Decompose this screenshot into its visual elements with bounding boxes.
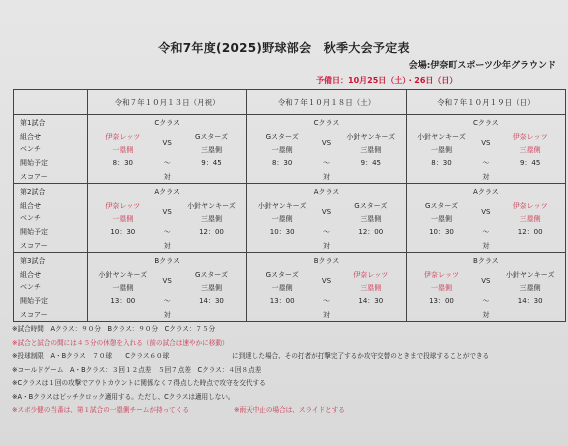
team-a: Gスターズ: [265, 271, 299, 279]
class-label: Cクラス: [154, 119, 180, 127]
end-time: 14：30: [358, 297, 384, 305]
end-time: 12：00: [199, 228, 224, 236]
bench-a: 一塁側: [271, 215, 293, 223]
bench-a: 一塁側: [112, 215, 134, 223]
vs-label: VS: [481, 208, 491, 216]
notes-section: [12, 323, 568, 418]
venue-label: 会場:伊奈町スポーツ少年グラウンド: [408, 61, 556, 71]
vs-score: 対: [322, 242, 330, 250]
vs-score: 対: [163, 242, 171, 250]
start-label: 開始予定: [20, 297, 48, 305]
bench-a: 一塁側: [112, 146, 134, 154]
match-row: [14, 184, 566, 253]
match-number: 第1試合: [20, 119, 46, 127]
bench-a: 一塁側: [271, 146, 293, 154]
start-time: 13：00: [429, 297, 454, 305]
note-game-time: ※試合時間 Aクラス：９０分 Bクラス：９０分 Cクラス：７５分: [12, 325, 216, 333]
note-pitch-limit-a: ※投球制限 A・Bクラス ７０球 Cクラス６０球: [12, 352, 170, 360]
vs-label: VS: [321, 208, 332, 216]
bench-a: 一塁側: [271, 284, 293, 292]
bench-label: ベンチ: [20, 283, 41, 291]
day-header: 令和７年１０月１３日（月祝）: [88, 90, 247, 115]
vs-score: 対: [163, 311, 171, 319]
pair-label: 組合せ: [20, 133, 41, 141]
bench-b: 三塁側: [200, 146, 222, 154]
vs-label: VS: [162, 208, 172, 216]
vs-score: 対: [322, 311, 330, 319]
class-label: Cクラス: [313, 119, 340, 127]
start-time: 8：30: [112, 159, 134, 167]
team-a: 小針ヤンキーズ: [98, 271, 148, 279]
vs-label: VS: [321, 277, 332, 285]
team-b: Gスターズ: [194, 271, 229, 279]
tilde: 〜: [163, 159, 171, 167]
schedule-table: [13, 89, 566, 322]
class-label: Aクラス: [313, 188, 340, 196]
score-label: スコアー: [20, 173, 48, 181]
start-time: 10：30: [110, 228, 136, 236]
day-header: 令和７年１０月１９日（日）: [406, 90, 565, 115]
rain-date-label: 予備日：10月25日（土）・26日（日）: [316, 76, 458, 85]
team-a: 伊奈レッツ: [424, 271, 459, 279]
game-cell: [247, 253, 406, 322]
end-time: 12：00: [358, 228, 384, 236]
team-b: Gスターズ: [354, 202, 388, 210]
team-b: 小針ヤンキーズ: [505, 271, 555, 279]
bench-label: ベンチ: [20, 214, 41, 222]
vs-score: 対: [163, 173, 171, 181]
game-cell: [247, 115, 406, 184]
end-time: 9：45: [201, 159, 222, 167]
game-cell: [406, 184, 565, 253]
day-header: 令和７年１０月１８日（土）: [247, 90, 406, 115]
bench-a: 一塁側: [430, 215, 452, 223]
vs-label: VS: [481, 139, 491, 147]
team-a: 小針ヤンキーズ: [257, 202, 307, 210]
bench-label: ベンチ: [20, 145, 41, 153]
bench-b: 三塁側: [519, 146, 541, 154]
start-time: 13：00: [110, 297, 136, 305]
score-label: スコアー: [20, 242, 48, 250]
team-b: 伊奈レッツ: [512, 133, 548, 141]
game-cell: [88, 115, 247, 184]
team-b: Gスターズ: [194, 133, 229, 141]
tilde: 〜: [482, 159, 490, 167]
tilde: 〜: [482, 228, 490, 236]
match-label-cell: [14, 184, 88, 253]
table-header-row: [14, 90, 566, 115]
tilde: 〜: [163, 297, 171, 305]
note-duty-a: ※スポ少健の当番は、第１試合の一塁側チームが持ってくる: [12, 406, 189, 414]
note-rain: ※雨天中止の場合は、スライドとする: [234, 406, 345, 414]
class-label: Bクラス: [154, 257, 180, 265]
match-row: [14, 115, 566, 184]
match-label-cell: [14, 115, 88, 184]
bench-b: 三塁側: [200, 284, 222, 292]
vs-score: 対: [482, 242, 490, 250]
pair-label: 組合せ: [20, 271, 41, 279]
game-cell: [88, 253, 247, 322]
team-a: Gスターズ: [265, 133, 299, 141]
game-cell: [406, 115, 565, 184]
note-called-game: ※コールドゲーム A・Bクラス：３回１２点差 ５回７点差 Cクラス：４回８点差: [12, 365, 262, 374]
game-cell: [88, 184, 247, 253]
end-time: 12：00: [517, 228, 543, 236]
team-b: 伊奈レッツ: [512, 202, 548, 210]
start-label: 開始予定: [20, 159, 48, 167]
pair-label: 組合せ: [20, 202, 41, 210]
class-label: Bクラス: [473, 257, 499, 265]
bench-b: 三塁側: [519, 215, 541, 223]
start-time: 10：30: [429, 228, 454, 236]
class-label: Bクラス: [313, 257, 340, 265]
game-cell: [247, 184, 406, 253]
end-time: 14：30: [517, 297, 543, 305]
bench-b: 三塁側: [519, 284, 541, 292]
vs-label: VS: [481, 277, 491, 285]
tilde: 〜: [482, 297, 490, 305]
note-pitch-clock: ※A・Bクラスはピッチクロック適用する。ただし、Cクラスは適用しない。: [12, 392, 235, 401]
start-label: 開始予定: [20, 228, 48, 236]
class-label: Aクラス: [154, 188, 180, 196]
note-duty: [12, 404, 568, 418]
vs-label: VS: [162, 277, 172, 285]
bench-a: 一塁側: [112, 284, 134, 292]
bench-a: 一塁側: [430, 146, 452, 154]
end-time: 14：30: [199, 297, 224, 305]
vs-score: 対: [482, 173, 490, 181]
bench-a: 一塁側: [430, 284, 452, 292]
vs-score: 対: [482, 311, 490, 319]
note-pitch-limit-b: に到達した場合、その打者が打撃完了するか攻守交替のときまで投球することができる: [232, 352, 490, 360]
score-label: スコアー: [20, 311, 48, 319]
vs-label: VS: [162, 139, 172, 147]
end-time: 9：45: [360, 159, 381, 167]
header-blank: [14, 90, 88, 115]
note-pitch-limit: [12, 350, 568, 364]
match-row: [14, 253, 566, 322]
team-a: Gスターズ: [424, 202, 459, 210]
bench-b: 三塁側: [360, 284, 382, 292]
tilde: 〜: [322, 159, 330, 167]
end-time: 9：45: [519, 159, 541, 167]
tilde: 〜: [322, 297, 330, 305]
note-c-class-rule: ※Cクラスは１回の攻撃でアウトカウントに関係なく７得点した時点で攻守を交代する: [12, 379, 266, 387]
game-cell: [406, 253, 565, 322]
team-a: 伊奈レッツ: [105, 133, 141, 141]
team-a: 小針ヤンキーズ: [417, 133, 466, 141]
vs-score: 対: [322, 173, 330, 181]
tilde: 〜: [163, 228, 171, 236]
class-label: Cクラス: [472, 119, 499, 127]
note-break: ※試合と試合の間には４５分の休憩を入れる（前の試合は速やかに移動）: [12, 338, 229, 347]
start-time: 13：00: [269, 297, 295, 305]
match-number: 第3試合: [20, 257, 46, 265]
page-title: 令和7年度(2025)野球部会 秋季大会予定表: [158, 41, 410, 55]
team-b: 小針ヤンキーズ: [346, 133, 396, 141]
bench-b: 三塁側: [360, 146, 382, 154]
bench-b: 三塁側: [200, 215, 222, 223]
team-b: 伊奈レッツ: [353, 271, 389, 279]
tilde: 〜: [322, 228, 330, 236]
match-label-cell: [14, 253, 88, 322]
team-b: 小針ヤンキーズ: [187, 202, 236, 210]
start-time: 8：30: [431, 159, 452, 167]
match-number: 第2試合: [20, 188, 46, 196]
team-a: 伊奈レッツ: [105, 202, 141, 210]
vs-label: VS: [321, 139, 332, 147]
start-time: 8：30: [271, 159, 293, 167]
class-label: Aクラス: [473, 188, 499, 196]
bench-b: 三塁側: [360, 215, 382, 223]
start-time: 10：30: [269, 228, 295, 236]
